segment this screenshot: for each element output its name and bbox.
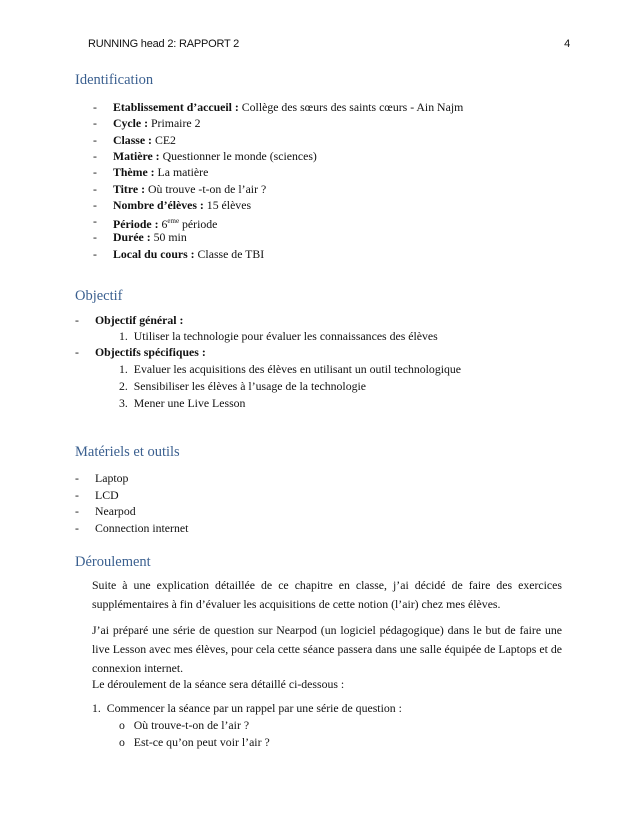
list-dash: - [93,132,97,147]
identification-item: Période : 6eme période [113,217,218,232]
list-dash: - [93,214,97,229]
list-dash: - [75,471,79,485]
question-item: o Où trouve-t-on de l’air ? [119,718,250,732]
step-item: 1. Commencer la séance par un rappel par une série de question : [92,701,402,715]
question-item: o Est-ce qu’on peut voir l’air ? [119,735,270,749]
identification-item: Titre : Où trouve -t-on de l’air ? [113,181,267,196]
materiel-item: Laptop [95,471,129,485]
section-title-objectif: Objectif [75,288,123,304]
identification-item: Matière : Questionner le monde (sciences) [113,148,317,163]
objectif-general-item: 1. Utiliser la technologie pour évaluer les connaissances des élèves [119,329,438,343]
paragraph: J’ai préparé une série de question sur Nearpod (un logiciel pédagogique) dans le but de faire une live Lesson avec mes élèves, pour cela cette séance passera dans une salle équipée de Laptops et de connexion internet. [92,623,562,675]
materiel-item: Connection internet [95,520,189,535]
objectif-specific-item: 2. Sensibiliser les élèves à l’usage de la technologie [119,379,367,393]
list-dash: - [75,504,79,518]
identification-item: Durée : 50 min [113,230,187,245]
list-dash: - [93,181,97,196]
running-head: RUNNING head 2: RAPPORT 2 [88,38,240,50]
materiel-item: LCD [95,487,119,502]
section-title-identification: Identification [75,72,154,88]
list-dash: - [75,520,79,535]
list-dash: - [93,148,97,163]
list-dash: - [93,165,97,180]
list-dash: - [75,487,79,502]
list-dash: - [93,246,97,261]
section-title-deroulement: Déroulement [75,554,151,570]
list-dash: - [93,116,97,131]
section-title-materiels: Matériels et outils [75,444,180,460]
list-dash: - [93,100,97,114]
objectif-general-label: Objectif général : [95,313,184,327]
objectif-specific-item: 3. Mener une Live Lesson [119,396,246,410]
list-dash: - [75,345,79,359]
identification-item: Thème : La matière [113,165,209,180]
list-dash: - [93,230,97,245]
page-header [88,38,570,50]
identification-item: Classe : CE2 [113,132,176,147]
identification-item: Nombre d’élèves : 15 élèves [113,197,252,212]
identification-item: Cycle : Primaire 2 [113,116,201,131]
page-number: 4 [564,38,570,50]
materiel-item: Nearpod [95,504,136,518]
paragraph: Le déroulement de la séance sera détaillé ci-dessous : [92,677,345,691]
objectif-specific-label: Objectifs spécifiques : [95,345,206,359]
list-dash: - [75,313,79,327]
list-dash: - [93,197,97,212]
paragraph: Suite à une explication détaillée de ce chapitre en classe, j’ai décidé de faire des exercices supplémentaires à fin d’évaluer les acquisitions de cette notion (l’air) chez mes élèves. [92,578,562,611]
identification-item: Local du cours : Classe de TBI [113,246,265,261]
objectif-specific-item: 1. Evaluer les acquisitions des élèves en utilisant un outil technologique [119,362,462,376]
identification-item: Etablissement d’accueil : Collège des sœurs des saints cœurs - Ain Najm [113,100,464,114]
